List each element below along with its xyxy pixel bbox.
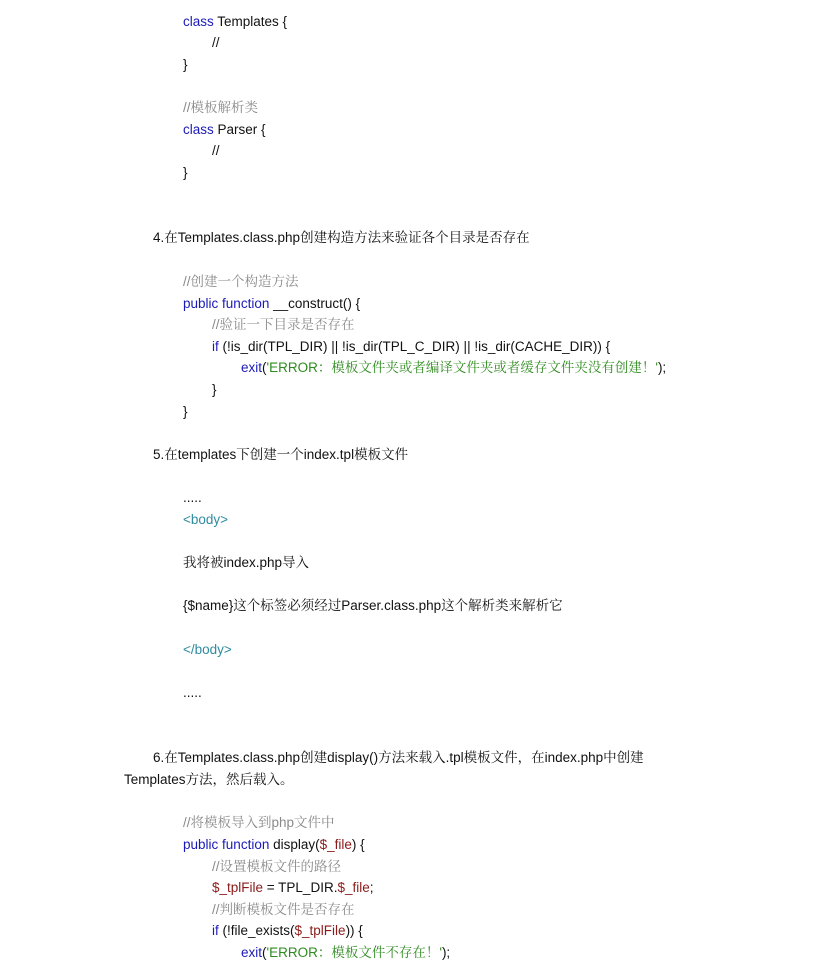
text-line <box>183 835 365 855</box>
text-line <box>183 272 299 292</box>
code-token: <body> <box>183 512 229 527</box>
code-token: ..... <box>183 490 202 505</box>
code-token: if <box>212 923 219 938</box>
code-token: ( <box>262 360 267 375</box>
code-token: 6.在Templates.class.php创建display()方法来载入.tpl模板文件，在index.php中创建 <box>153 750 644 765</box>
code-token: } <box>183 165 188 180</box>
code-token: ( <box>262 945 267 960</box>
text-line <box>183 163 188 183</box>
text-line <box>153 228 530 248</box>
code-token: //将模板导入到php文件中 <box>183 815 335 830</box>
code-token: exit <box>241 360 263 375</box>
code-token: </body> <box>183 642 232 657</box>
code-token: //创建一个构造方法 <box>183 274 299 289</box>
code-token: //验证一下目录是否存在 <box>212 317 355 332</box>
text-line <box>153 748 644 768</box>
text-line <box>212 315 355 335</box>
code-token: (!is_dir(TPL_DIR) || !is_dir(TPL_C_DIR) || !is_dir(CACHE_DIR)) { <box>218 339 611 354</box>
code-token: class <box>183 14 214 29</box>
code-token: //设置模板文件的路径 <box>212 859 342 874</box>
code-token: 我将被index.php导入 <box>183 555 310 570</box>
text-line <box>183 596 563 616</box>
text-line <box>212 337 610 357</box>
code-token: class <box>183 122 214 137</box>
text-line <box>153 445 408 465</box>
text-line <box>124 770 294 790</box>
text-line <box>183 640 232 660</box>
code-token: // <box>212 35 220 50</box>
text-line <box>212 857 341 877</box>
code-token: (!file_exists( <box>218 923 295 938</box>
code-token: //判断模板文件是否存在 <box>212 902 355 917</box>
code-token: $_file <box>337 880 370 895</box>
text-line <box>183 488 202 508</box>
text-line <box>183 12 287 32</box>
code-token: ; <box>369 880 374 895</box>
code-token: Templates { <box>213 14 288 29</box>
code-token: ) { <box>351 837 365 852</box>
code-token: public <box>183 837 219 852</box>
code-token: 4.在Templates.class.php创建构造方法来验证各个目录是否存在 <box>153 230 530 245</box>
text-line <box>212 900 355 920</box>
text-line <box>241 943 450 963</box>
code-token: __construct() { <box>269 296 361 311</box>
code-token: function <box>222 296 270 311</box>
code-token: display( <box>269 837 320 852</box>
code-token: // <box>212 143 220 158</box>
code-token: //模板解析类 <box>183 100 259 115</box>
code-token: {$name}这个标签必须经过Parser.class.php这个解析类来解析它 <box>183 598 563 613</box>
code-token: 5.在templates下创建一个index.tpl模板文件 <box>153 447 409 462</box>
code-token: $_tplFile <box>212 880 264 895</box>
code-token: ); <box>657 360 667 375</box>
code-token: )) { <box>345 923 363 938</box>
text-line <box>212 878 374 898</box>
text-line <box>183 402 188 422</box>
text-line <box>183 120 266 140</box>
code-token: } <box>183 57 188 72</box>
text-line <box>212 141 220 161</box>
code-token: } <box>183 404 188 419</box>
code-token: Templates方法，然后载入。 <box>124 772 294 787</box>
text-line <box>183 683 202 703</box>
text-line <box>183 55 188 75</box>
code-token: = TPL_DIR. <box>263 880 338 895</box>
text-line <box>183 553 309 573</box>
text-line <box>212 33 220 53</box>
code-token: exit <box>241 945 263 960</box>
code-token: public <box>183 296 219 311</box>
text-line <box>183 98 258 118</box>
code-token: if <box>212 339 219 354</box>
code-token: function <box>222 837 270 852</box>
code-token: } <box>212 382 217 397</box>
code-token: ..... <box>183 685 202 700</box>
text-line <box>212 921 363 941</box>
text-line <box>183 294 360 314</box>
text-line <box>212 380 217 400</box>
code-token: $_tplFile <box>294 923 346 938</box>
text-line <box>241 358 666 378</box>
code-token: 'ERROR：模板文件夹或者编译文件夹或者缓存文件夹没有创建！' <box>266 360 658 375</box>
code-token: 'ERROR：模板文件不存在！' <box>266 945 442 960</box>
code-token: Parser { <box>213 122 266 137</box>
code-token: ); <box>441 945 451 960</box>
code-token: $_file <box>319 837 352 852</box>
text-line <box>183 510 228 530</box>
text-line <box>183 813 335 833</box>
